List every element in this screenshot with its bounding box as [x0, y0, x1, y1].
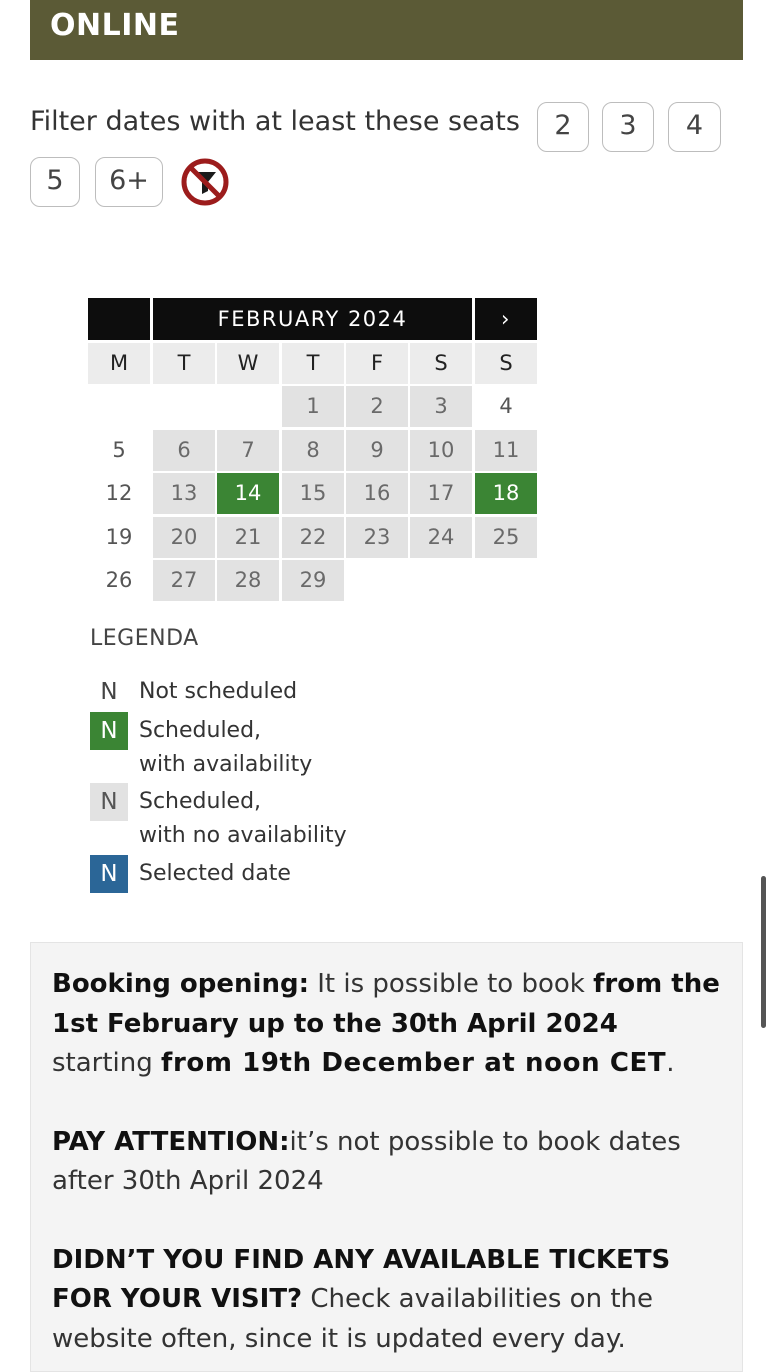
- legend-swatch: N: [90, 673, 128, 711]
- booking-period: from the 1st February up to the 30th April 2024: [52, 969, 720, 1039]
- weekday-header: F: [346, 343, 408, 384]
- booking-opening-paragraph: [52, 965, 722, 1084]
- seat-filter-button[interactable]: 2: [537, 102, 589, 152]
- calendar-day: 4: [475, 386, 537, 427]
- booking-start-date: from 19th December at noon CET: [161, 1048, 667, 1078]
- calendar-day: 5: [88, 430, 150, 471]
- attention-paragraph: [52, 1123, 722, 1202]
- weekday-header: T: [153, 343, 215, 384]
- calendar-day: 8: [282, 430, 344, 471]
- legend-label-line: Selected date: [139, 861, 291, 886]
- calendar-day: 6: [153, 430, 215, 471]
- section-title: ONLINE: [50, 8, 180, 43]
- calendar-prev-placeholder: [88, 298, 150, 340]
- legend-title: LEGENDA: [90, 626, 199, 651]
- seat-filter-button[interactable]: 4: [668, 102, 721, 152]
- legend-label: [139, 714, 439, 782]
- calendar-day[interactable]: 14: [217, 473, 279, 514]
- not-found-text: Check availabilities on the website often, since it is updated every day.: [52, 1284, 654, 1354]
- calendar-day: 20: [153, 517, 215, 558]
- calendar-day: 2: [346, 386, 408, 427]
- calendar-day: 11: [475, 430, 537, 471]
- calendar-day: 17: [410, 473, 472, 514]
- calendar-month-label: FEBRUARY 2024: [153, 298, 472, 340]
- not-found-paragraph: [52, 1241, 722, 1360]
- weekday-header: M: [88, 343, 150, 384]
- legend-label-line: Scheduled,: [139, 789, 262, 814]
- no-filter-icon[interactable]: [180, 157, 230, 207]
- calendar-day: 26: [88, 560, 150, 601]
- legend-label-line: Scheduled,: [139, 718, 262, 743]
- weekday-header: W: [217, 343, 279, 384]
- calendar-day: 21: [217, 517, 279, 558]
- seat-filter-label: Filter dates with at least these seats: [30, 106, 520, 137]
- seat-filter-button[interactable]: 3: [602, 102, 654, 152]
- calendar-day: 12: [88, 473, 150, 514]
- calendar-day: 24: [410, 517, 472, 558]
- calendar-day: 23: [346, 517, 408, 558]
- weekday-header: T: [282, 343, 344, 384]
- attention-label: PAY ATTENTION:: [52, 1126, 290, 1157]
- booking-opening-text: It is possible to book: [308, 969, 594, 999]
- booking-info-box: [30, 942, 743, 1372]
- calendar-day: 3: [410, 386, 472, 427]
- seat-filter-button[interactable]: 6+: [95, 157, 163, 207]
- calendar-day: 7: [217, 430, 279, 471]
- calendar-day: 9: [346, 430, 408, 471]
- booking-opening-label: Booking opening:: [52, 969, 309, 999]
- not-found-label: DIDN’T YOU FIND ANY AVAILABLE TICKETS FOR YOUR VISIT?: [52, 1244, 671, 1314]
- page-scrollbar[interactable]: [761, 876, 766, 1028]
- calendar-day: 10: [410, 430, 472, 471]
- calendar-day: 28: [217, 560, 279, 601]
- booking-start-text: starting: [52, 1048, 162, 1078]
- legend-label-line: with availability: [139, 752, 313, 777]
- calendar-day: 27: [153, 560, 215, 601]
- weekday-header: S: [475, 343, 537, 384]
- calendar-day: 16: [346, 473, 408, 514]
- calendar-day: 29: [282, 560, 344, 601]
- seat-filter-button[interactable]: 5: [30, 157, 80, 207]
- calendar-day[interactable]: 18: [475, 473, 537, 514]
- legend-label: [139, 857, 439, 891]
- legend-swatch: N: [90, 855, 128, 893]
- attention-text: it’s not possible to book dates after 30th April 2024: [52, 1126, 681, 1196]
- calendar-day: 15: [282, 473, 344, 514]
- legend-label-line: Not scheduled: [139, 679, 298, 704]
- calendar-day: 22: [282, 517, 344, 558]
- calendar-day: 19: [88, 517, 150, 558]
- legend-swatch: N: [90, 712, 128, 750]
- booking-period-end: .: [666, 1048, 675, 1078]
- calendar-day: 25: [475, 517, 537, 558]
- legend-label: [139, 785, 439, 853]
- calendar-next-button[interactable]: ›: [475, 298, 537, 340]
- legend-label-line: with no availability: [139, 823, 347, 848]
- section-header: [30, 0, 743, 60]
- calendar-day: 1: [282, 386, 344, 427]
- weekday-header: S: [410, 343, 472, 384]
- legend-swatch: N: [90, 783, 128, 821]
- calendar-day: 13: [153, 473, 215, 514]
- legend-label: [139, 675, 439, 709]
